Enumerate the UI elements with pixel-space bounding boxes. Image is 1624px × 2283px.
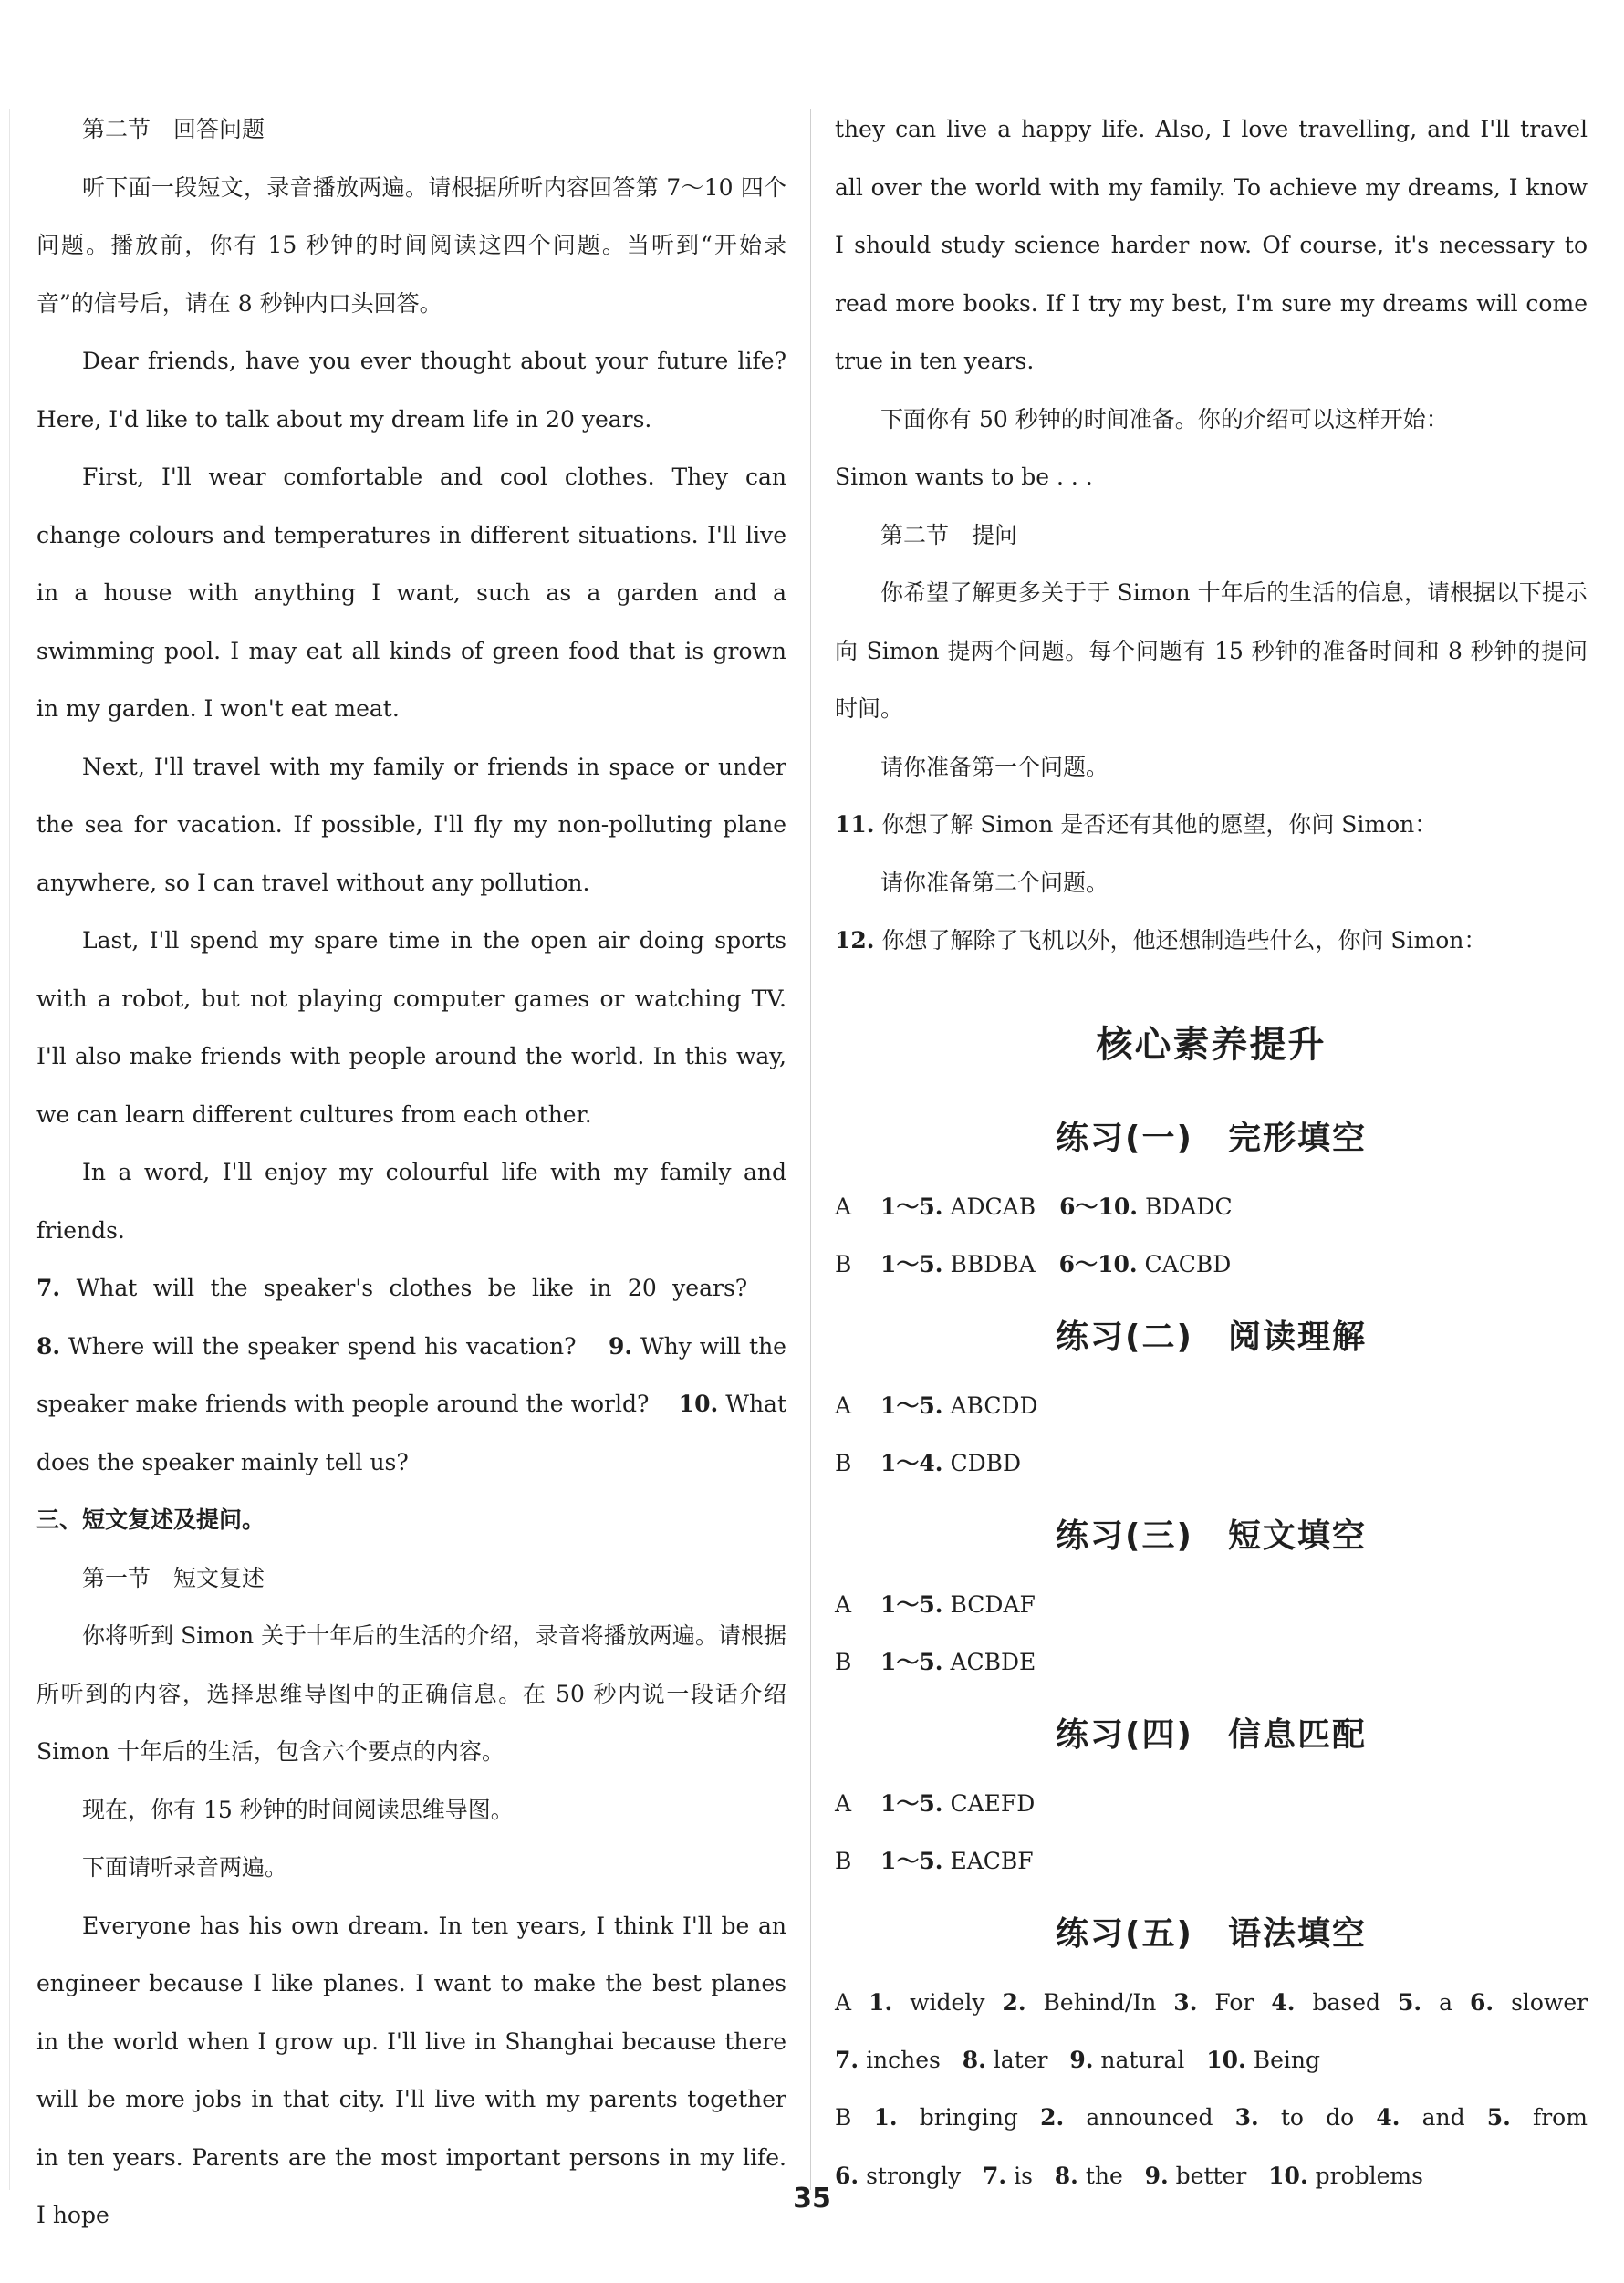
- answer-value: and: [1421, 2104, 1465, 2131]
- question-text: 你想了解 Simon 是否还有其他的愿望，你问 Simon：: [881, 811, 1438, 838]
- page-edge-line: [9, 109, 10, 2190]
- right-column: [835, 100, 1588, 2205]
- passage-paragraph: Next, I'll travel with my family or friends in space or under the sea for vacation. If possible, I'll fly my non-polluting plane anywhere, so I can travel without any pollution.: [36, 753, 786, 896]
- answer-number: 1.: [873, 2104, 898, 2131]
- answer-value: slower: [1511, 1988, 1588, 2016]
- question-number: 12.: [835, 927, 875, 954]
- exercise-title: 练习(四) 信息匹配: [1056, 1715, 1367, 1754]
- answer-row: [835, 1178, 1588, 1235]
- instruction-text: 你希望了解更多关于于 Simon 十年后的生活的信息，请根据以下提示向 Simon 提两个问题。每个问题有 15 秒钟的准备时间和 8 秒钟的提问时间。: [835, 579, 1588, 722]
- instruction-text: 请你准备第二个问题。: [880, 869, 1109, 896]
- core-title: 核心素养提升: [1096, 1023, 1327, 1066]
- answer-value: is: [1014, 2162, 1033, 2189]
- question-text: What will the speaker's clothes be like in 20 years?: [76, 1275, 748, 1301]
- answer-range: 1～5.: [880, 1590, 943, 1618]
- instruction-text: 请你准备第一个问题。: [880, 753, 1109, 780]
- answer-value: CAEFD: [950, 1789, 1036, 1817]
- exercise-title: 练习(二) 阅读理解: [1056, 1318, 1367, 1356]
- answer-value: ABCDD: [950, 1392, 1038, 1419]
- section-title: 第二节 回答问题: [82, 116, 265, 142]
- answer-value: Being: [1253, 2047, 1320, 2073]
- part-title: 三、短文复述及提问。: [36, 1506, 265, 1533]
- answer-value: For: [1214, 1988, 1254, 2016]
- answer-row: [835, 1434, 1588, 1492]
- answer-number: 2.: [1002, 1988, 1026, 2016]
- passage-paragraph: In a word, I'll enjoy my colourful life with my family and friends.: [36, 1159, 786, 1244]
- answer-range: 1～5.: [880, 1250, 943, 1277]
- answer-range: 1～5.: [880, 1789, 943, 1817]
- answer-row: [835, 1832, 1588, 1890]
- answer-letter: A: [835, 1193, 852, 1220]
- answer-number: 5.: [1486, 2104, 1511, 2131]
- answer-number: 8.: [1054, 2162, 1078, 2189]
- passage-paragraph: Last, I'll spend my spare time in the open air doing sports with a robot, but not playing computer games or watching TV. I'll also make friends with people around the world. In this way, we can learn different cultures from each other.: [36, 927, 786, 1128]
- exercise-block: [835, 1902, 1588, 2205]
- exercise-block: [835, 1107, 1588, 1293]
- answer-value: a: [1439, 1988, 1452, 2016]
- answer-number: 1.: [869, 1988, 893, 2016]
- answer-range: 6～10.: [1058, 1250, 1138, 1277]
- question-item: [835, 912, 1588, 970]
- answer-value: better: [1175, 2162, 1247, 2189]
- question-number: 9.: [609, 1332, 633, 1360]
- answer-value: announced: [1086, 2104, 1213, 2131]
- answer-number: 6.: [835, 2162, 859, 2189]
- answer-number: 10.: [1268, 2162, 1308, 2189]
- answer-value: EACBF: [950, 1847, 1034, 1874]
- section-title: 第二节 提问: [880, 521, 1018, 548]
- question-number: 10.: [678, 1391, 719, 1417]
- answer-row: [835, 1377, 1588, 1434]
- passage-paragraph: they can live a happy life. Also, I love travelling, and I'll travel all over the world with my family. To achieve my dreams, I know I should study science harder now. Of course, it's necessary to read more books. If I try my best, I'm sure my dreams will come true in ten years.: [835, 116, 1588, 374]
- answer-value: CDBD: [950, 1449, 1022, 1476]
- answer-value: based: [1312, 1988, 1380, 2016]
- question-text: Why will the speaker make friends with people around the world?: [36, 1332, 786, 1417]
- answer-range: 1～5.: [880, 1392, 943, 1419]
- answer-value: problems: [1315, 2162, 1423, 2189]
- answer-letter: A: [835, 1789, 852, 1817]
- question-number: 11.: [835, 811, 875, 838]
- passage-paragraph: Everyone has his own dream. In ten years, I think I'll be an engineer because I like planes. I want to make the best planes in the world when I grow up. I'll live in Shanghai because there will be more jobs in that city. I'll live with my parents together in ten years. Parents are the most important persons in my life. I hope: [36, 1912, 786, 2228]
- instruction-text: 现在，你有 15 秒钟的时间阅读思维导图。: [82, 1796, 514, 1823]
- answer-number: 6.: [1469, 1988, 1494, 2016]
- passage-paragraph: Dear friends, have you ever thought about your future life? Here, I'd like to talk about my dream life in 20 years.: [36, 348, 786, 433]
- answer-value: to do: [1280, 2104, 1355, 2131]
- answer-range: 1～4.: [880, 1449, 943, 1476]
- answer-row: [835, 1775, 1588, 1832]
- answer-number: 9.: [1144, 2162, 1169, 2189]
- answer-row: [835, 1633, 1588, 1691]
- exercise-block: [835, 1505, 1588, 1691]
- answer-letter: B: [835, 1250, 852, 1277]
- answer-letter: B: [835, 1648, 852, 1675]
- question-text: 你想了解除了飞机以外，他还想制造些什么，你问 Simon：: [881, 927, 1487, 954]
- exercise-title: 练习(三) 短文填空: [1056, 1517, 1367, 1555]
- grammar-answer-line: [835, 2031, 1588, 2089]
- question-number: 8.: [36, 1332, 61, 1360]
- answer-value: ADCAB: [950, 1193, 1036, 1220]
- left-column: [36, 100, 786, 2245]
- answer-range: 6～10.: [1059, 1193, 1138, 1220]
- answer-value: BBDBA: [950, 1250, 1036, 1277]
- answer-range: 1～5.: [880, 1648, 943, 1675]
- answer-number: 10.: [1206, 2047, 1246, 2073]
- answer-value: BDADC: [1144, 1193, 1233, 1220]
- answer-value: from: [1532, 2104, 1588, 2131]
- instruction-text: 你将听到 Simon 关于十年后的生活的介绍，录音将播放两遍。请根据所听到的内容，选择思维导图中的正确信息。在 50 秒内说一段话介绍 Simon 十年后的生活，包含六个要点的内容。: [36, 1622, 786, 1765]
- exercise-title: 练习(一) 完形填空: [1056, 1119, 1367, 1157]
- question-number: 7.: [36, 1275, 61, 1301]
- section-title: 第一节 短文复述: [82, 1564, 265, 1591]
- answer-letter: B: [835, 1449, 852, 1476]
- instruction-text: 听下面一段短文，录音播放两遍。请根据所听内容回答第 7～10 四个问题。播放前，你有 15 秒钟的时间阅读这四个问题。当听到“开始录音”的信号后，请在 8 秒钟内口头回答。: [36, 173, 786, 317]
- answer-letter: A: [835, 1392, 852, 1419]
- answer-value: the: [1085, 2162, 1123, 2189]
- answer-number: 3.: [1173, 1988, 1198, 2016]
- answer-letter: A: [835, 1988, 852, 2016]
- answer-value: CACBD: [1144, 1250, 1232, 1277]
- answer-row: [835, 1235, 1588, 1293]
- answer-row: [835, 1576, 1588, 1633]
- listening-passage: [36, 332, 786, 1259]
- grammar-answer-line: [835, 2089, 1588, 2147]
- answer-value: ACBDE: [950, 1648, 1036, 1675]
- answer-value: bringing: [919, 2104, 1018, 2131]
- answer-number: 7.: [835, 2047, 859, 2073]
- page-number: 35: [793, 2183, 831, 2215]
- answer-number: 3.: [1234, 2104, 1259, 2131]
- question-list: [36, 1259, 786, 1491]
- exercise-block: [835, 1306, 1588, 1492]
- answer-value: strongly: [866, 2162, 962, 2189]
- answer-number: 9.: [1069, 2047, 1094, 2073]
- passage-paragraph: First, I'll wear comfortable and cool clothes. They can change colours and temperatures in different situations. I'll live in a house with anything I want, such as a garden and a swimming pool. I may eat all kinds of green food that is grown in my garden. I won't eat meat.: [36, 464, 786, 722]
- answer-range: 1～5.: [880, 1193, 943, 1220]
- answer-value: later: [993, 2047, 1048, 2073]
- answer-range: 1～5.: [880, 1847, 943, 1874]
- answer-letter: B: [835, 2104, 852, 2131]
- answer-number: 7.: [983, 2162, 1007, 2189]
- answer-value: Behind/In: [1043, 1988, 1157, 2016]
- answer-letter: A: [835, 1590, 852, 1618]
- answer-value: widely: [910, 1988, 985, 2016]
- answer-letter: B: [835, 1847, 852, 1874]
- question-text: Where will the speaker spend his vacation?: [68, 1332, 577, 1360]
- question-text: What does the speaker mainly tell us?: [36, 1391, 786, 1475]
- instruction-text: 下面请听录音两遍。: [82, 1854, 288, 1881]
- question-item: [835, 796, 1588, 854]
- exercise-title: 练习(五) 语法填空: [1056, 1914, 1367, 1953]
- answer-number: 2.: [1040, 2104, 1065, 2131]
- answer-number: 8.: [962, 2047, 986, 2073]
- answer-number: 4.: [1376, 2104, 1400, 2131]
- starter-text: Simon wants to be . . .: [835, 464, 1093, 490]
- instruction-text: 下面你有 50 秒钟的时间准备。你的介绍可以这样开始：: [880, 405, 1449, 433]
- answer-value: natural: [1100, 2047, 1185, 2073]
- grammar-answer-line: [835, 1974, 1588, 2032]
- answer-value: inches: [866, 2047, 941, 2073]
- answer-value: BCDAF: [950, 1590, 1036, 1618]
- answer-number: 4.: [1271, 1988, 1296, 2016]
- column-divider: [810, 109, 811, 2190]
- exercise-block: [835, 1704, 1588, 1890]
- answer-number: 5.: [1397, 1988, 1422, 2016]
